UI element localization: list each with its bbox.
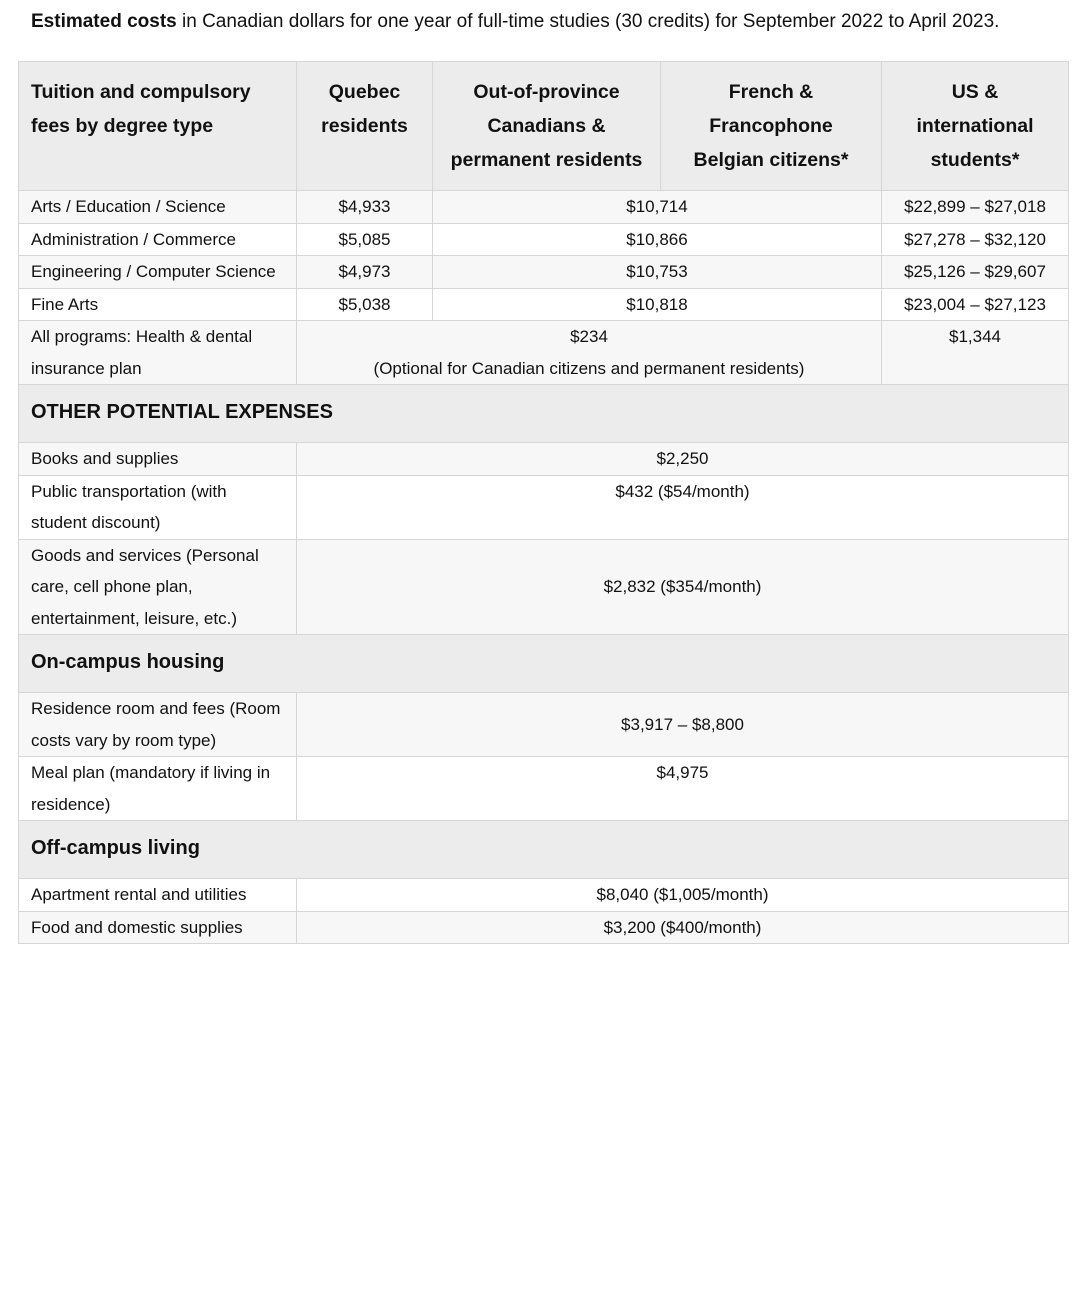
canadian-cell: $10,866 [433,223,882,256]
table-row [19,223,1069,256]
table-row [19,911,1069,944]
canadian-cell: $10,753 [433,256,882,289]
header-fees: Tuition and compulsory fees by degree type [19,62,297,191]
row-value: $8,040 ($1,005/month) [297,879,1069,912]
header-out-of-province: Out-of-province Canadians & permanent residents [433,62,661,191]
table-row [19,879,1069,912]
section-on-campus-housing: On-campus housing [19,635,1069,693]
row-label: Engineering / Computer Science [19,256,297,289]
section-other-expenses: OTHER POTENTIAL EXPENSES [19,385,1069,443]
row-label: Public transportation (with student discount) [19,475,297,539]
quebec-cell: $4,973 [297,256,433,289]
canadian-cell: $10,818 [433,288,882,321]
row-value: $3,917 – $8,800 [297,693,1069,757]
health-row [19,321,1069,385]
section-header-row [19,821,1069,879]
international-cell: $27,278 – $32,120 [882,223,1069,256]
row-label: Residence room and fees (Room costs vary by room type) [19,693,297,757]
health-label: All programs: Health & dental insurance plan [19,321,297,385]
header-row [19,62,1069,191]
table-row [19,256,1069,289]
health-note: (Optional for Canadian citizens and permanent residents) [373,358,805,378]
international-cell: $25,126 – $29,607 [882,256,1069,289]
row-label: Goods and services (Personal care, cell phone plan, entertainment, leisure, etc.) [19,539,297,635]
row-value: $432 ($54/month) [297,475,1069,539]
row-value: $2,250 [297,443,1069,476]
header-french: French & Francophone Belgian citizens* [661,62,882,191]
row-label: Administration / Commerce [19,223,297,256]
row-value: $4,975 [297,757,1069,821]
row-value: $2,832 ($354/month) [297,539,1069,635]
intro-text [31,10,999,34]
canadian-cell: $10,714 [433,191,882,224]
row-label: Arts / Education / Science [19,191,297,224]
section-header-row [19,635,1069,693]
health-international: $1,344 [882,321,1069,385]
table-row [19,288,1069,321]
table-row [19,475,1069,539]
row-label: Fine Arts [19,288,297,321]
intro-bold: Estimated costs [31,11,177,32]
quebec-cell: $5,085 [297,223,433,256]
row-label: Meal plan (mandatory if living in residence) [19,757,297,821]
health-amount: $234 [570,327,608,346]
table-row [19,757,1069,821]
health-amount-cell [297,321,882,385]
row-label: Books and supplies [19,443,297,476]
cost-table [18,61,1069,944]
table-row [19,539,1069,635]
table-row [19,443,1069,476]
international-cell: $23,004 – $27,123 [882,288,1069,321]
row-label: Food and domestic supplies [19,911,297,944]
quebec-cell: $4,933 [297,191,433,224]
table-row [19,693,1069,757]
section-off-campus-living: Off-campus living [19,821,1069,879]
row-label: Apartment rental and utilities [19,879,297,912]
intro-rest: in Canadian dollars for one year of full-time studies (30 credits) for September 2022 to April 2023. [176,11,1000,32]
row-value: $3,200 ($400/month) [297,911,1069,944]
quebec-cell: $5,038 [297,288,433,321]
header-international: US & international students* [882,62,1069,191]
section-header-row [19,385,1069,443]
international-cell: $22,899 – $27,018 [882,191,1069,224]
header-quebec: Quebec residents [297,62,433,191]
table-row [19,191,1069,224]
